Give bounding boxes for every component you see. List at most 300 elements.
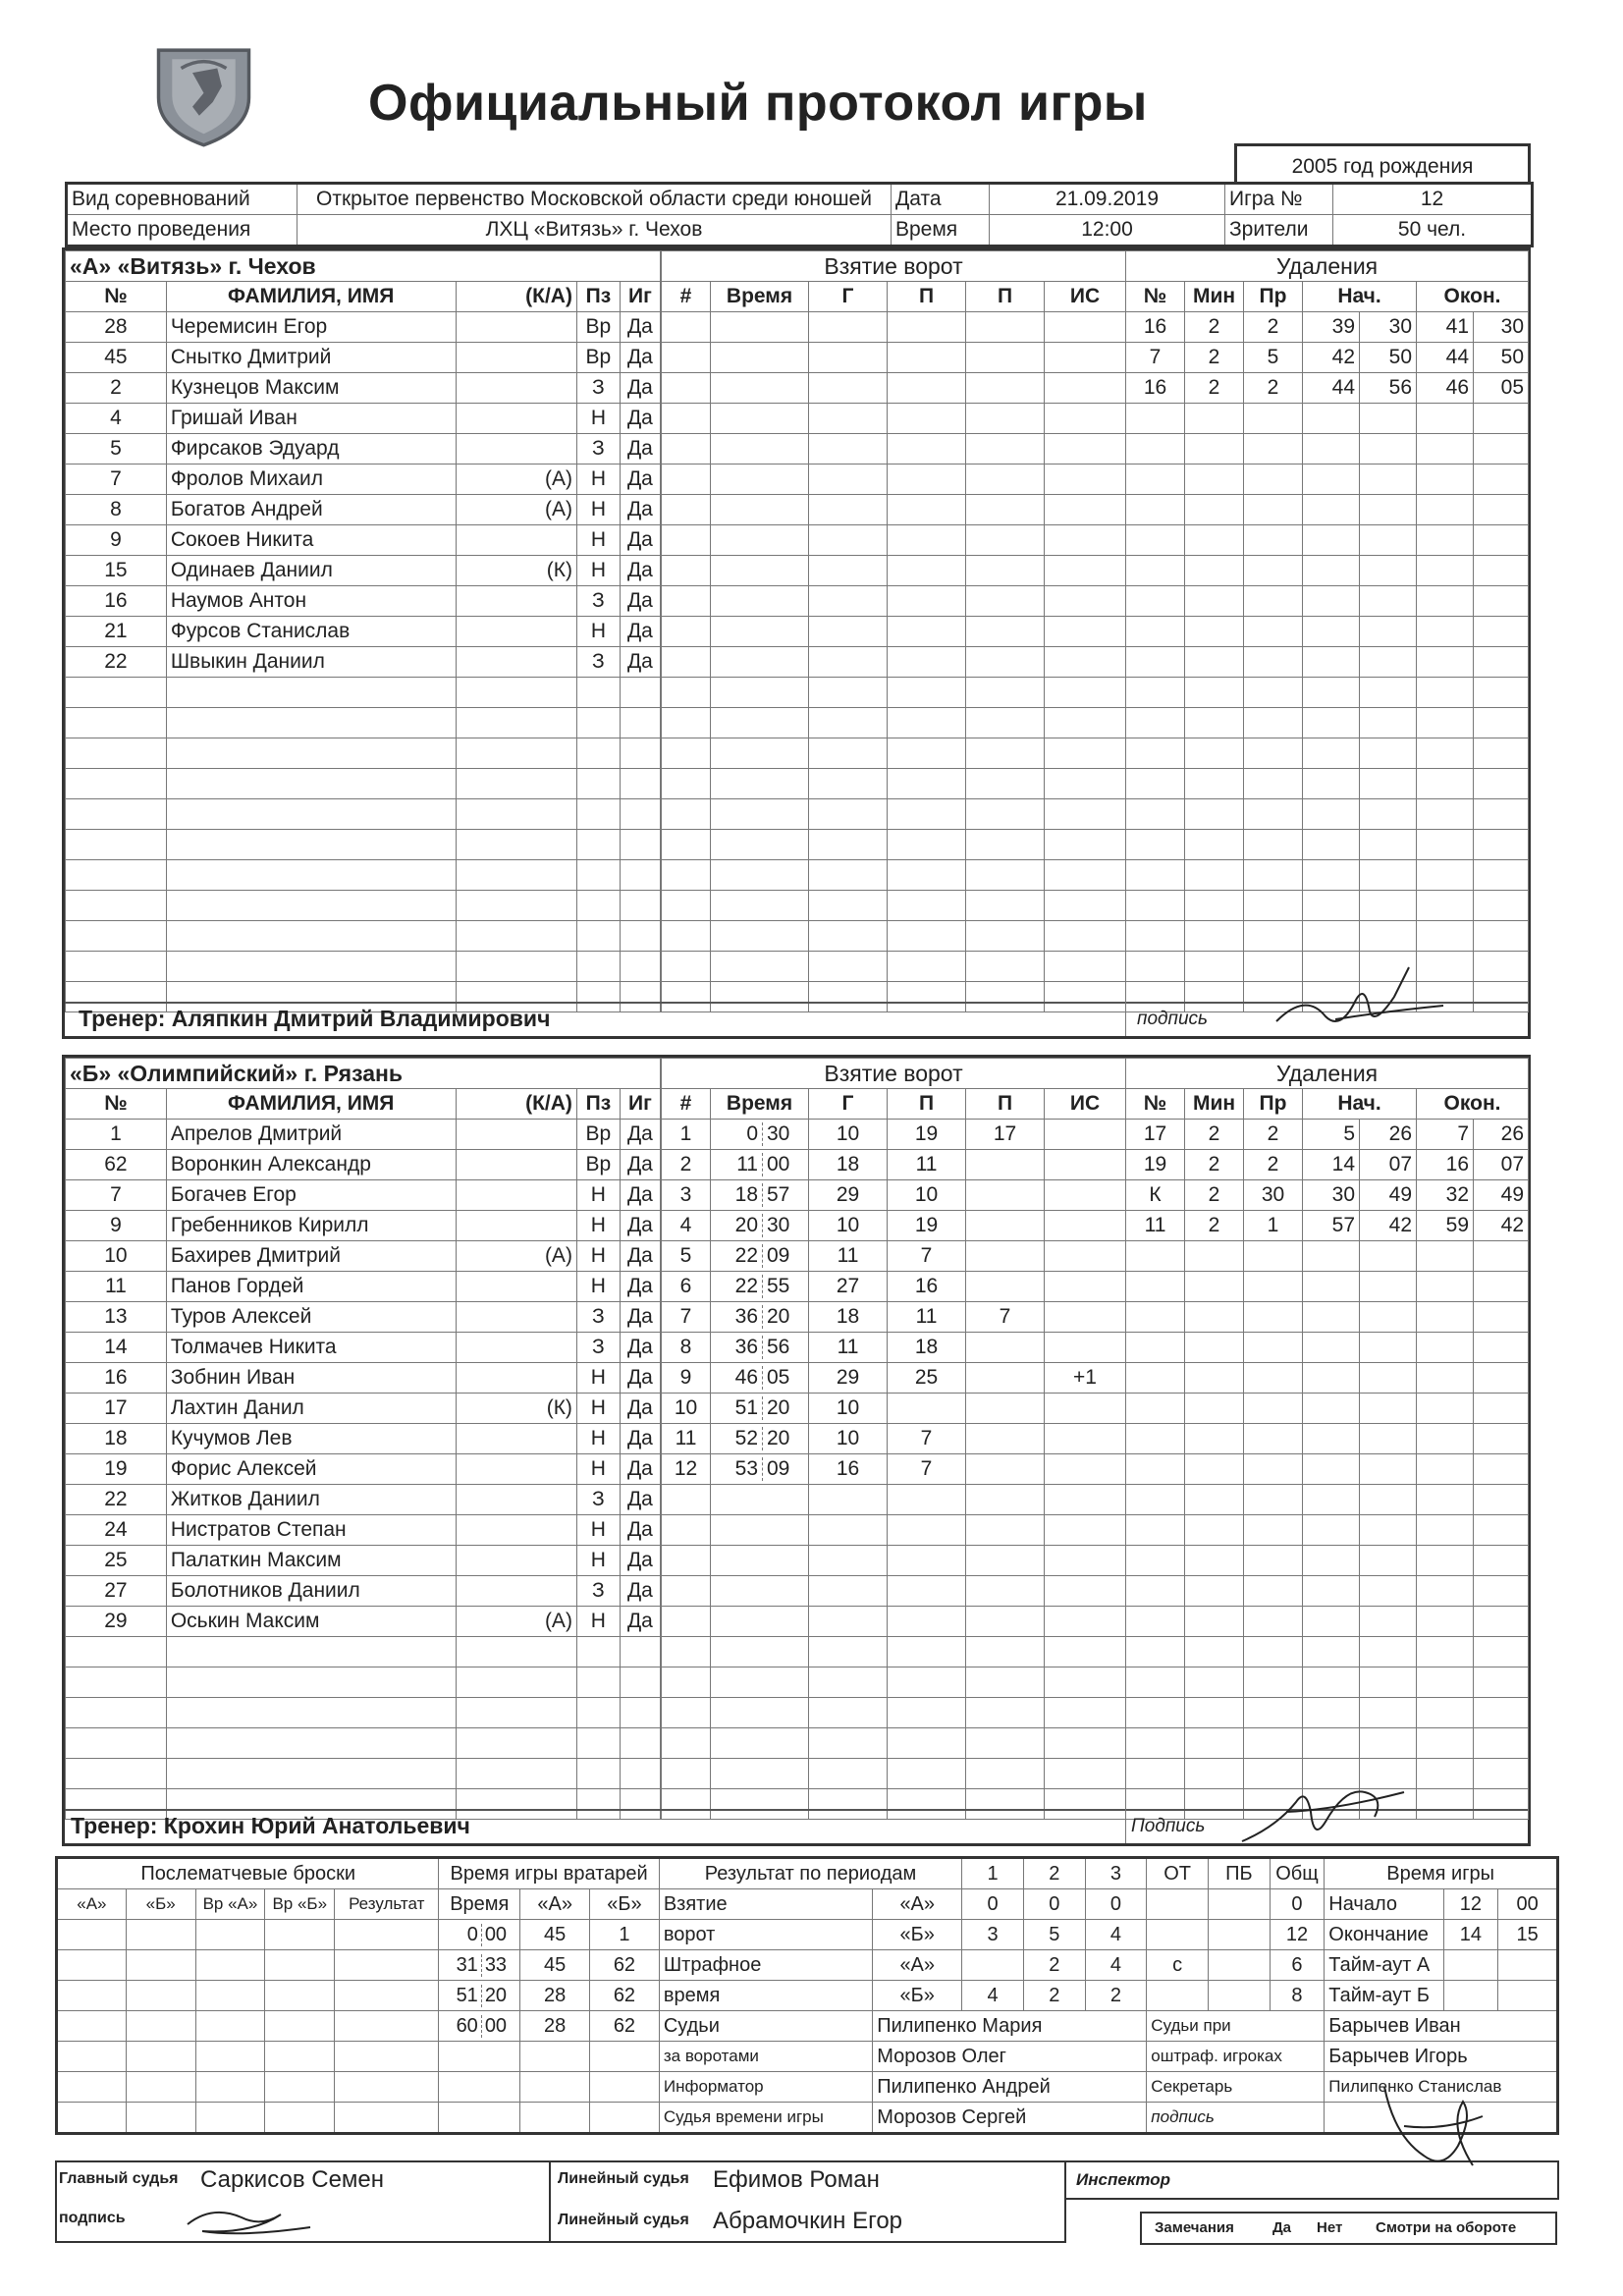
penalty-minutes: 2 — [1185, 343, 1244, 373]
penalty-row — [1126, 678, 1529, 708]
goals-a-period — [1208, 1889, 1270, 1920]
pen-col-num: № — [1126, 1089, 1185, 1120]
player-row — [66, 738, 661, 769]
player-number: 17 — [66, 1394, 167, 1424]
empty-cell — [620, 1698, 660, 1728]
empty-cell — [1303, 1485, 1360, 1515]
goals-title: Взятие ворот — [662, 1059, 1126, 1089]
empty-cell — [1045, 312, 1126, 343]
empty-cell — [1360, 1454, 1417, 1485]
penalty-row — [1126, 830, 1529, 860]
empty-cell — [66, 952, 167, 982]
empty-cell — [1417, 738, 1474, 769]
goalie-b: 62 — [590, 1981, 660, 2011]
empty-cell — [888, 465, 966, 495]
player-plays: Да — [620, 617, 660, 647]
empty-cell — [1244, 830, 1303, 860]
period-value — [1208, 1920, 1270, 1950]
period-row-team: «Б» — [873, 1981, 962, 2011]
empty-cell — [1360, 891, 1417, 921]
penalty-end-sec: 49 — [1474, 1180, 1529, 1211]
empty-cell — [1417, 1302, 1474, 1333]
goal-judge-2: Морозов Олег — [873, 2042, 1147, 2072]
empty-cell — [711, 738, 809, 769]
player-number: 45 — [66, 343, 167, 373]
empty-cell — [1045, 891, 1126, 921]
empty-cell — [576, 769, 620, 799]
empty-cell — [1244, 404, 1303, 434]
empty-cell — [265, 2103, 335, 2134]
remarks-yes: Да — [1272, 2219, 1292, 2236]
goal-situation — [1045, 1302, 1126, 1333]
empty-cell — [620, 678, 660, 708]
empty-cell — [711, 769, 809, 799]
empty-cell — [1417, 1698, 1474, 1728]
empty-cell — [1303, 891, 1360, 921]
empty-cell — [195, 1981, 265, 2011]
empty-cell — [966, 1576, 1045, 1607]
penalties-title-row — [1126, 251, 1529, 282]
penalty-minutes: 2 — [1185, 312, 1244, 343]
player-plays: Да — [620, 586, 660, 617]
empty-cell — [1303, 1333, 1360, 1363]
player-position: З — [576, 1485, 620, 1515]
shootout-col-4: Результат — [335, 1889, 439, 1920]
roster-col-plays: Иг — [620, 1089, 660, 1120]
penalty-row — [1126, 465, 1529, 495]
penalty-row — [1126, 1272, 1529, 1302]
shootout-col-3: Вр «Б» — [265, 1889, 335, 1920]
empty-cell — [1185, 921, 1244, 952]
empty-cell — [888, 525, 966, 556]
empty-cell — [1360, 1363, 1417, 1394]
goal-time-sec: 05 — [767, 1366, 790, 1389]
empty-cell — [888, 586, 966, 617]
empty-cell — [1474, 830, 1529, 860]
remarks-label: Замечания — [1155, 2219, 1234, 2236]
empty-cell — [1185, 1272, 1244, 1302]
goals-col-0: # — [662, 1089, 711, 1120]
empty-cell — [1244, 465, 1303, 495]
informer: Пилипенко Андрей — [873, 2072, 1147, 2103]
player-role — [456, 1150, 576, 1180]
goal-row — [662, 556, 1126, 586]
empty-cell — [1303, 404, 1360, 434]
empty-cell — [809, 1485, 888, 1515]
empty-cell — [1303, 1515, 1360, 1546]
goal-row — [662, 373, 1126, 404]
goal-time — [711, 1363, 809, 1394]
shootout-title: Послематчевые броски — [57, 1858, 439, 1889]
roster-col-plays: Иг — [620, 282, 660, 312]
player-role — [456, 1363, 576, 1394]
empty-cell — [809, 617, 888, 647]
player-position: З — [576, 373, 620, 404]
goalie-time-min: 51 — [445, 1985, 482, 2007]
penalty-row — [1126, 1120, 1529, 1150]
penalty-row — [1126, 617, 1529, 647]
roster-col-name: ФАМИЛИЯ, ИМЯ — [166, 1089, 456, 1120]
player-row — [66, 1698, 661, 1728]
goal-row — [662, 586, 1126, 617]
player-name: Одинаев Даниил — [166, 556, 456, 586]
empty-cell — [711, 434, 809, 465]
empty-cell — [1244, 1728, 1303, 1759]
player-number: 13 — [66, 1302, 167, 1333]
empty-cell — [166, 1759, 456, 1789]
penalty-start-min: 57 — [1303, 1211, 1360, 1241]
empty-cell — [1474, 1728, 1529, 1759]
empty-cell — [456, 678, 576, 708]
player-number: 27 — [66, 1576, 167, 1607]
empty-cell — [126, 2103, 195, 2134]
empty-cell — [66, 738, 167, 769]
penalty-row — [1126, 1211, 1529, 1241]
empty-cell — [1185, 1667, 1244, 1698]
competition-label: Вид соревнований — [67, 184, 298, 215]
goal-row — [662, 860, 1126, 891]
empty-cell — [456, 1698, 576, 1728]
empty-cell — [1185, 556, 1244, 586]
empty-cell — [1126, 586, 1185, 617]
goal-assist-1: 18 — [888, 1333, 966, 1363]
period-value: 3 — [962, 1920, 1024, 1950]
player-position: Н — [576, 1424, 620, 1454]
player-name: Болотников Даниил — [166, 1576, 456, 1607]
empty-cell — [1126, 891, 1185, 921]
empty-cell — [335, 1950, 439, 1981]
empty-cell — [809, 830, 888, 860]
shootout-col-0: «А» — [57, 1889, 127, 1920]
goal-row — [662, 1485, 1126, 1515]
empty-cell — [1126, 617, 1185, 647]
goal-time-sec: 00 — [767, 1153, 790, 1175]
empty-cell — [57, 2042, 127, 2072]
goal-judges-label-2: за воротами — [659, 2042, 872, 2072]
empty-cell — [590, 2103, 660, 2134]
goal-time-min: 22 — [715, 1244, 763, 1268]
empty-cell — [1126, 1394, 1185, 1424]
player-position: З — [576, 434, 620, 465]
empty-cell — [590, 2072, 660, 2103]
player-number: 29 — [66, 1607, 167, 1637]
empty-cell — [809, 586, 888, 617]
player-role — [456, 1515, 576, 1546]
penalty-player: 17 — [1126, 1120, 1185, 1150]
empty-cell — [576, 921, 620, 952]
empty-cell — [1185, 708, 1244, 738]
empty-cell — [1045, 708, 1126, 738]
penalty-player: 19 — [1126, 1150, 1185, 1180]
empty-cell — [888, 647, 966, 678]
empty-cell — [456, 860, 576, 891]
goal-time — [711, 1272, 809, 1302]
empty-cell — [1185, 1363, 1244, 1394]
summary-row — [57, 2011, 1558, 2042]
signature-label: подпись — [1147, 2103, 1325, 2134]
empty-cell — [195, 2011, 265, 2042]
empty-cell — [166, 921, 456, 952]
birth-year: 2005 год рождения — [1291, 155, 1474, 178]
empty-cell — [1185, 586, 1244, 617]
goal-time-min: 52 — [715, 1427, 763, 1450]
empty-cell — [1303, 1546, 1360, 1576]
empty-cell — [888, 830, 966, 860]
empty-cell — [1417, 891, 1474, 921]
empty-cell — [1303, 465, 1360, 495]
player-number: 22 — [66, 647, 167, 678]
empty-cell — [1474, 1333, 1529, 1363]
goal-row — [662, 1150, 1126, 1180]
goal-time-sec: 30 — [767, 1214, 790, 1236]
penalty-judge-1: Барычев Иван — [1325, 2011, 1558, 2042]
empty-cell — [1360, 1576, 1417, 1607]
goal-assist-2 — [966, 1394, 1045, 1424]
player-position: Н — [576, 1607, 620, 1637]
empty-cell — [1474, 1302, 1529, 1333]
goal-time-sec: 30 — [767, 1122, 790, 1145]
empty-cell — [1474, 1667, 1529, 1698]
player-plays: Да — [620, 1424, 660, 1454]
period-row-label: время — [659, 1981, 872, 2011]
goalie-time-min: 31 — [445, 1954, 482, 1977]
empty-cell — [1126, 1576, 1185, 1607]
empty-cell — [1185, 1546, 1244, 1576]
empty-cell — [809, 1667, 888, 1698]
empty-cell — [662, 799, 711, 830]
player-plays: Да — [620, 1546, 660, 1576]
empty-cell — [1045, 1667, 1126, 1698]
empty-cell — [1185, 1241, 1244, 1272]
player-role — [456, 1424, 576, 1454]
empty-cell — [1045, 921, 1126, 952]
player-row — [66, 1515, 661, 1546]
empty-cell — [966, 647, 1045, 678]
player-position: Н — [576, 556, 620, 586]
empty-cell — [809, 404, 888, 434]
empty-cell — [456, 738, 576, 769]
empty-cell — [1045, 738, 1126, 769]
penalty-player: 16 — [1126, 373, 1185, 404]
player-position: Н — [576, 465, 620, 495]
empty-cell — [809, 1637, 888, 1667]
empty-cell — [662, 1667, 711, 1698]
penalties-title-row — [1126, 1059, 1529, 1089]
player-number: 8 — [66, 495, 167, 525]
empty-cell — [439, 2042, 520, 2072]
empty-cell — [1417, 465, 1474, 495]
empty-cell — [57, 2011, 127, 2042]
goal-assist-1: 11 — [888, 1150, 966, 1180]
empty-cell — [711, 373, 809, 404]
empty-cell — [1360, 617, 1417, 647]
goal-assist-2 — [966, 1180, 1045, 1211]
empty-cell — [1360, 799, 1417, 830]
penalty-end-sec: 42 — [1474, 1211, 1529, 1241]
timekeeper-label: Судья времени игры — [659, 2103, 872, 2134]
empty-cell — [711, 1576, 809, 1607]
goal-judges-label: Судьи — [659, 2011, 872, 2042]
empty-cell — [809, 1759, 888, 1789]
empty-cell — [809, 860, 888, 891]
empty-cell — [1303, 921, 1360, 952]
empty-cell — [335, 2042, 439, 2072]
empty-cell — [1360, 860, 1417, 891]
penalty-start-sec: 07 — [1360, 1150, 1417, 1180]
empty-cell — [1045, 404, 1126, 434]
empty-cell — [966, 830, 1045, 860]
empty-cell — [576, 1637, 620, 1667]
player-role: (К) — [456, 556, 576, 586]
empty-cell — [1417, 1272, 1474, 1302]
empty-cell — [711, 343, 809, 373]
empty-cell — [966, 678, 1045, 708]
goal-row — [662, 708, 1126, 738]
penalty-row — [1126, 769, 1529, 799]
goal-scorer: 18 — [809, 1150, 888, 1180]
player-number: 7 — [66, 465, 167, 495]
empty-cell — [1045, 1485, 1126, 1515]
goalie-col-2: «Б» — [590, 1889, 660, 1920]
team-title: «Б» «Олимпийский» г. Рязань — [66, 1059, 661, 1089]
empty-cell — [1360, 1515, 1417, 1546]
player-number: 21 — [66, 617, 167, 647]
linesman-label-2: Линейный судья — [558, 2212, 689, 2228]
empty-cell — [966, 556, 1045, 586]
referee-name: Саркисов Семен — [200, 2166, 385, 2193]
player-row — [66, 1637, 661, 1667]
empty-cell — [1417, 525, 1474, 556]
goal-time-sec: 55 — [767, 1275, 790, 1297]
period-value: 6 — [1270, 1950, 1325, 1981]
roster-col-name: ФАМИЛИЯ, ИМЯ — [166, 282, 456, 312]
period-value — [1147, 1981, 1209, 2011]
goal-scorer: 10 — [809, 1424, 888, 1454]
penalty-end-min: 46 — [1417, 373, 1474, 404]
referee-signature-label: подпись — [59, 2210, 126, 2226]
penalty-row — [1126, 1607, 1529, 1637]
empty-cell — [620, 708, 660, 738]
empty-cell — [1303, 1272, 1360, 1302]
empty-cell — [888, 434, 966, 465]
goal-time-min: 22 — [715, 1275, 763, 1298]
goal-time — [711, 1150, 809, 1180]
empty-cell — [888, 860, 966, 891]
player-row — [66, 1363, 661, 1394]
goalie-a: 28 — [520, 2011, 590, 2042]
emblem-logo — [147, 34, 260, 147]
penalties-header-row — [1126, 1089, 1529, 1120]
penalty-end-min: 44 — [1417, 343, 1474, 373]
goals-a-period: 0 — [1023, 1889, 1085, 1920]
empty-cell — [456, 891, 576, 921]
empty-cell — [1126, 860, 1185, 891]
empty-cell — [456, 952, 576, 982]
empty-cell — [1303, 525, 1360, 556]
empty-cell — [1126, 1424, 1185, 1454]
empty-cell — [1417, 556, 1474, 586]
empty-cell — [1244, 1424, 1303, 1454]
player-position: Н — [576, 404, 620, 434]
goal-time — [711, 1120, 809, 1150]
player-row — [66, 556, 661, 586]
goal-situation — [1045, 1394, 1126, 1424]
empty-cell — [1126, 769, 1185, 799]
empty-cell — [966, 525, 1045, 556]
goal-row — [662, 678, 1126, 708]
summary-row — [57, 2103, 1558, 2134]
penalty-row — [1126, 1150, 1529, 1180]
empty-cell — [966, 617, 1045, 647]
goals-a-period: 0 — [1085, 1889, 1147, 1920]
empty-cell — [1045, 434, 1126, 465]
pen-col-end: Окон. — [1417, 282, 1529, 312]
roster-col-role: (К/А) — [456, 1089, 576, 1120]
empty-cell — [809, 556, 888, 586]
empty-cell — [1474, 708, 1529, 738]
empty-cell — [1303, 556, 1360, 586]
empty-cell — [195, 1920, 265, 1950]
linesman-2: Абрамочкин Егор — [713, 2208, 903, 2234]
goal-row — [662, 1333, 1126, 1363]
penalty-start-min: 44 — [1303, 373, 1360, 404]
empty-cell — [1045, 1607, 1126, 1637]
pen-col-reason: Пр — [1244, 1089, 1303, 1120]
goalie-change-time — [439, 2011, 520, 2042]
period-value: 5 — [1023, 1920, 1085, 1950]
empty-cell — [1474, 769, 1529, 799]
player-role — [456, 373, 576, 404]
empty-cell — [1244, 1333, 1303, 1363]
empty-cell — [66, 1637, 167, 1667]
empty-cell — [809, 678, 888, 708]
player-name: Лахтин Данил — [166, 1394, 456, 1424]
player-plays: Да — [620, 1333, 660, 1363]
empty-cell — [809, 373, 888, 404]
empty-cell — [662, 404, 711, 434]
empty-cell — [1126, 921, 1185, 952]
empty-cell — [1417, 404, 1474, 434]
empty-cell — [888, 891, 966, 921]
empty-cell — [966, 312, 1045, 343]
player-role: (А) — [456, 495, 576, 525]
empty-cell — [1045, 860, 1126, 891]
goal-row — [662, 952, 1126, 982]
empty-cell — [265, 1920, 335, 1950]
empty-cell — [711, 647, 809, 678]
goal-time-sec: 20 — [767, 1396, 790, 1419]
period-value: 8 — [1270, 1981, 1325, 2011]
empty-cell — [1417, 1728, 1474, 1759]
player-name: Кузнецов Максим — [166, 373, 456, 404]
empty-cell — [620, 738, 660, 769]
penalty-minutes: 2 — [1185, 1180, 1244, 1211]
empty-cell — [166, 1667, 456, 1698]
empty-cell — [662, 465, 711, 495]
player-row — [66, 891, 661, 921]
empty-cell — [1185, 678, 1244, 708]
player-plays: Да — [620, 1454, 660, 1485]
empty-cell — [166, 799, 456, 830]
empty-cell — [711, 921, 809, 952]
empty-cell — [1417, 1333, 1474, 1363]
player-row — [66, 1180, 661, 1211]
secretary: Пилипенко Станислав — [1325, 2072, 1558, 2103]
player-plays: Да — [620, 1363, 660, 1394]
empty-cell — [888, 1485, 966, 1515]
penalty-row — [1126, 647, 1529, 678]
player-row — [66, 1454, 661, 1485]
